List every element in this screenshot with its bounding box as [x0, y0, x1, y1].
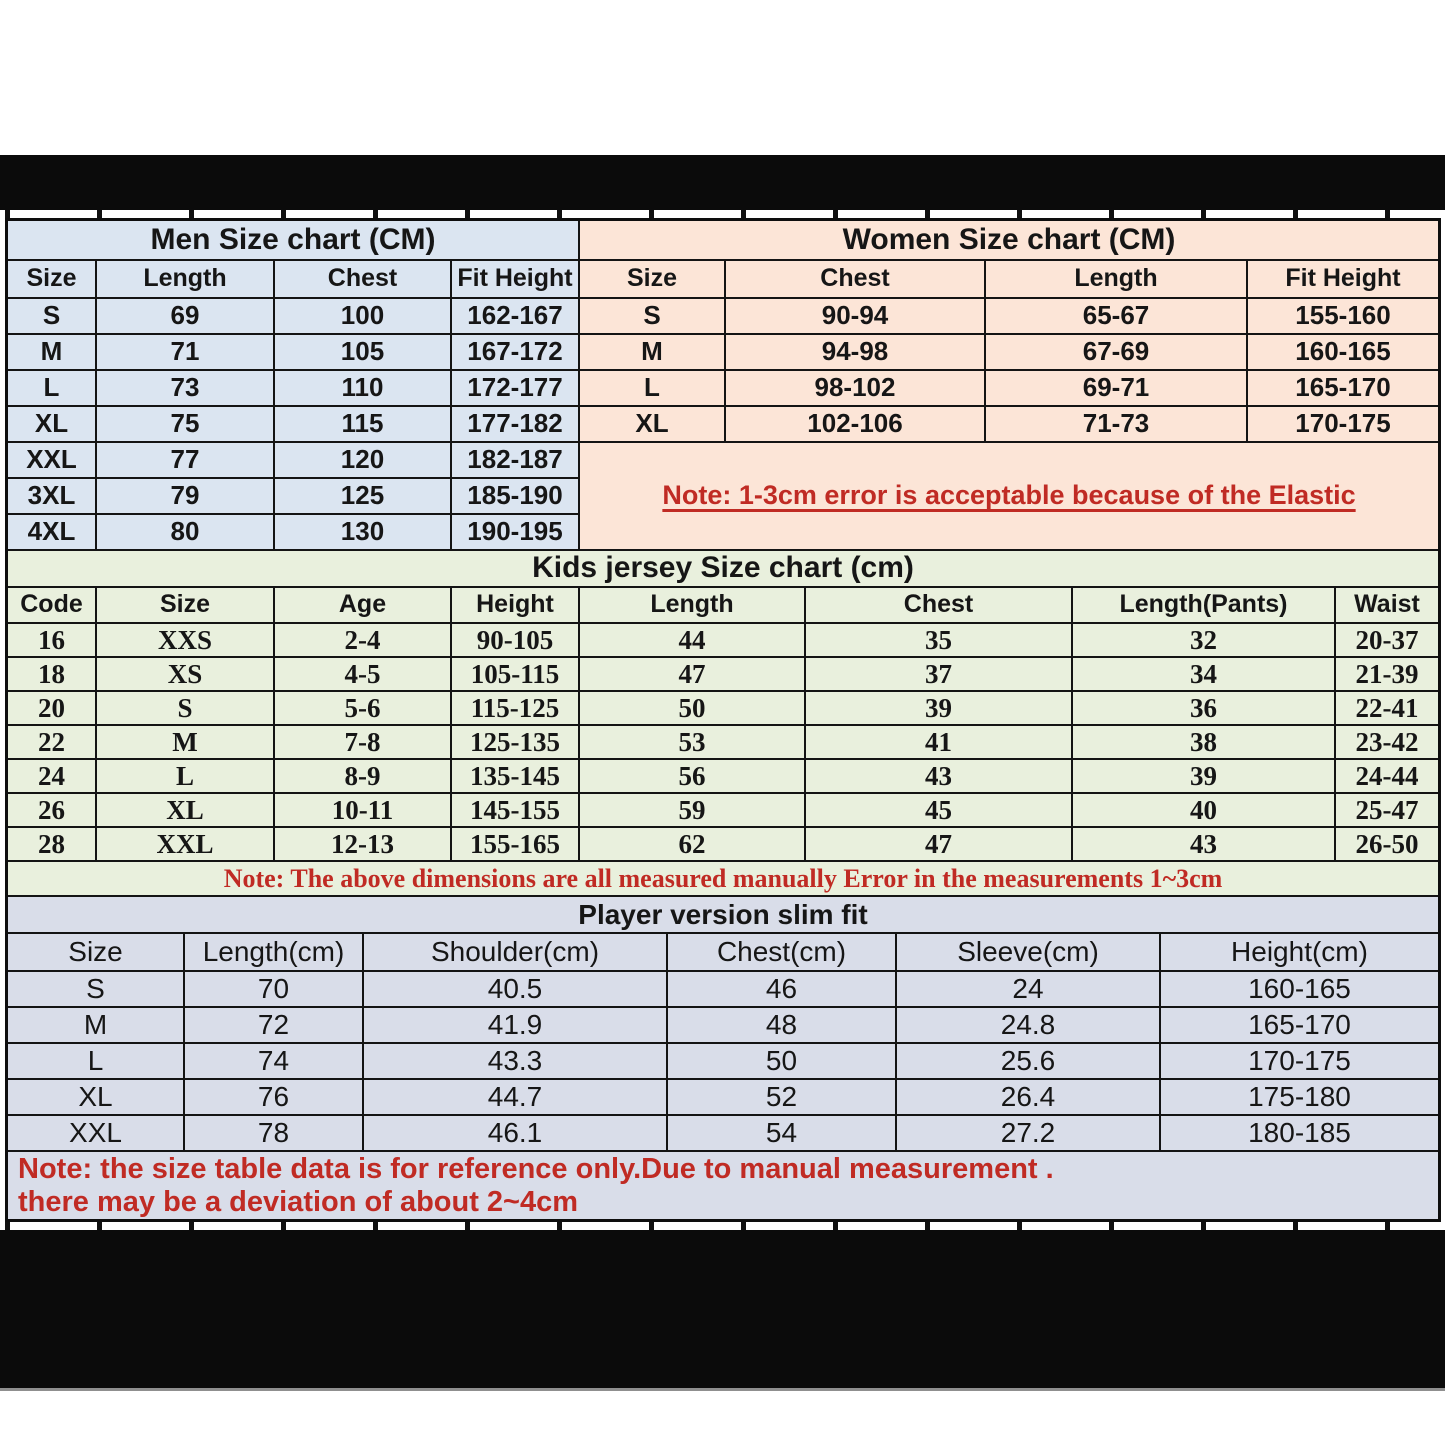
table-cell: 74	[185, 1044, 364, 1078]
table-cell: 47	[806, 828, 1073, 860]
table-cell: 26	[8, 794, 97, 826]
table-cell: 76	[185, 1080, 364, 1114]
table-cell: 5-6	[275, 692, 452, 724]
table-cell: 22-41	[1336, 692, 1438, 724]
table-cell: M	[8, 1008, 185, 1042]
table-cell: 177-182	[452, 407, 578, 441]
player-table-row	[8, 1080, 1438, 1116]
table-cell: 24	[8, 760, 97, 792]
men-table-row	[8, 335, 578, 371]
table-cell: 105-115	[452, 658, 580, 690]
table-cell: 167-172	[452, 335, 578, 369]
table-cell: L	[8, 371, 97, 405]
bottom-black-bar	[0, 1230, 1445, 1391]
table-cell: 54	[668, 1116, 897, 1150]
header-cell: Code	[8, 588, 97, 623]
table-cell: 67-69	[986, 335, 1248, 369]
table-cell: 24-44	[1336, 760, 1438, 792]
header-cell: Height	[452, 588, 580, 623]
table-cell: 77	[97, 443, 275, 477]
men-table-row	[8, 443, 578, 479]
table-cell: 48	[668, 1008, 897, 1042]
table-cell: 40	[1073, 794, 1336, 826]
table-cell: XL	[8, 1080, 185, 1114]
table-cell: 36	[1073, 692, 1336, 724]
header-cell: Fit Height	[1248, 261, 1438, 297]
table-cell: S	[580, 299, 726, 333]
table-cell: 120	[275, 443, 452, 477]
table-cell: 41.9	[364, 1008, 668, 1042]
table-cell: 172-177	[452, 371, 578, 405]
men-women-header-row	[8, 261, 1438, 299]
table-cell: 40.5	[364, 972, 668, 1006]
table-cell: 180-185	[1161, 1116, 1438, 1150]
table-cell: 32	[1073, 624, 1336, 656]
footer-note-line1: Note: the size table data is for reference only.Due to manual measurement .	[18, 1153, 1054, 1185]
table-cell: 71	[97, 335, 275, 369]
table-cell: XS	[97, 658, 275, 690]
table-cell: 59	[580, 794, 806, 826]
men-table-row	[8, 479, 578, 515]
table-cell: 62	[580, 828, 806, 860]
men-women-title-row	[8, 221, 1438, 261]
table-cell: 25-47	[1336, 794, 1438, 826]
table-cell: 38	[1073, 726, 1336, 758]
header-cell: Shoulder(cm)	[364, 934, 668, 970]
kids-note-cell	[8, 862, 1438, 897]
table-cell: 27.2	[897, 1116, 1161, 1150]
table-cell: 80	[97, 515, 275, 549]
women-rows	[580, 299, 1438, 551]
table-cell: 190-195	[452, 515, 578, 549]
table-cell: XXL	[97, 828, 275, 860]
table-cell: 135-145	[452, 760, 580, 792]
table-cell: 90-94	[726, 299, 986, 333]
header-cell: Length(Pants)	[1073, 588, 1336, 623]
header-cell: Length	[580, 588, 806, 623]
table-cell: 98-102	[726, 371, 986, 405]
header-cell: Size	[8, 934, 185, 970]
grid-tick-strip-top	[5, 210, 1441, 218]
table-cell: 79	[97, 479, 275, 513]
table-cell: 39	[1073, 760, 1336, 792]
table-cell: 3XL	[8, 479, 97, 513]
table-cell: 145-155	[452, 794, 580, 826]
table-cell: 115-125	[452, 692, 580, 724]
table-cell: XL	[8, 407, 97, 441]
table-cell: 24.8	[897, 1008, 1161, 1042]
men-women-body	[8, 299, 1438, 551]
table-cell: 43	[1073, 828, 1336, 860]
table-cell: 20	[8, 692, 97, 724]
table-cell: 160-165	[1161, 972, 1438, 1006]
table-cell: 110	[275, 371, 452, 405]
table-cell: 69-71	[986, 371, 1248, 405]
header-cell: Length	[97, 261, 275, 297]
top-black-bar	[0, 155, 1445, 210]
kids-chart-title: Kids jersey Size chart (cm)	[8, 551, 1438, 588]
men-table-row	[8, 299, 578, 335]
table-cell: L	[97, 760, 275, 792]
table-cell: 39	[806, 692, 1073, 724]
table-cell: 105	[275, 335, 452, 369]
table-cell: L	[580, 371, 726, 405]
table-cell: 69	[97, 299, 275, 333]
player-table-row	[8, 1044, 1438, 1080]
table-cell: 53	[580, 726, 806, 758]
header-cell: Age	[275, 588, 452, 623]
table-cell: 65-67	[986, 299, 1248, 333]
women-table-row	[580, 407, 1438, 443]
table-cell: 26.4	[897, 1080, 1161, 1114]
table-cell: 41	[806, 726, 1073, 758]
footer-note-line2: there may be a deviation of about 2~4cm	[18, 1186, 579, 1218]
player-table-row	[8, 1008, 1438, 1044]
kids-rows	[8, 624, 1438, 862]
table-cell: 75	[97, 407, 275, 441]
kids-table-row	[8, 760, 1438, 794]
women-note-cell	[580, 443, 1438, 551]
table-cell: M	[8, 335, 97, 369]
table-cell: 71-73	[986, 407, 1248, 441]
table-cell: 44.7	[364, 1080, 668, 1114]
men-table-row	[8, 407, 578, 443]
table-cell: 52	[668, 1080, 897, 1114]
table-cell: 2-4	[275, 624, 452, 656]
table-cell: 155-165	[452, 828, 580, 860]
header-cell: Chest	[275, 261, 452, 297]
table-cell: 46	[668, 972, 897, 1006]
player-header-row	[8, 934, 1438, 972]
table-cell: 45	[806, 794, 1073, 826]
table-cell: 73	[97, 371, 275, 405]
header-cell: Fit Height	[452, 261, 580, 297]
grid-tick-strip-bottom	[5, 1222, 1441, 1230]
table-cell: 8-9	[275, 760, 452, 792]
kids-note-text: Note: The above dimensions are all measured manually Error in the measurements 1~3cm	[223, 863, 1223, 893]
table-cell: 162-167	[452, 299, 578, 333]
table-cell: 18	[8, 658, 97, 690]
table-cell: 43	[806, 760, 1073, 792]
table-cell: 175-180	[1161, 1080, 1438, 1114]
table-cell: S	[8, 972, 185, 1006]
table-cell: 165-170	[1248, 371, 1438, 405]
men-rows	[8, 299, 580, 551]
table-cell: 4-5	[275, 658, 452, 690]
table-cell: 47	[580, 658, 806, 690]
table-cell: 155-160	[1248, 299, 1438, 333]
table-cell: 90-105	[452, 624, 580, 656]
table-cell: 22	[8, 726, 97, 758]
kids-table-row	[8, 692, 1438, 726]
table-cell: 160-165	[1248, 335, 1438, 369]
header-cell: Chest	[806, 588, 1073, 623]
header-cell: Size	[580, 261, 726, 297]
table-cell: 24	[897, 972, 1161, 1006]
table-cell: 7-8	[275, 726, 452, 758]
table-cell: 10-11	[275, 794, 452, 826]
player-chart-title: Player version slim fit	[8, 897, 1438, 934]
header-cell: Length	[986, 261, 1248, 297]
header-cell: Waist	[1336, 588, 1438, 623]
header-cell: Size	[97, 588, 275, 623]
table-cell: XXL	[8, 443, 97, 477]
table-cell: 100	[275, 299, 452, 333]
kids-table-row	[8, 726, 1438, 760]
table-cell: 72	[185, 1008, 364, 1042]
footer-note-cell	[8, 1152, 1438, 1219]
table-cell: 12-13	[275, 828, 452, 860]
table-cell: M	[97, 726, 275, 758]
header-cell: Chest(cm)	[668, 934, 897, 970]
table-cell: 185-190	[452, 479, 578, 513]
kids-table-row	[8, 624, 1438, 658]
header-cell: Size	[8, 261, 97, 297]
women-table-row	[580, 371, 1438, 407]
header-cell: Height(cm)	[1161, 934, 1438, 970]
table-cell: 37	[806, 658, 1073, 690]
table-cell: 34	[1073, 658, 1336, 690]
men-table-row	[8, 371, 578, 407]
table-cell: XXL	[8, 1116, 185, 1150]
table-cell: 70	[185, 972, 364, 1006]
table-cell: 4XL	[8, 515, 97, 549]
table-cell: L	[8, 1044, 185, 1078]
kids-header-row	[8, 588, 1438, 625]
table-cell: M	[580, 335, 726, 369]
table-cell: 20-37	[1336, 624, 1438, 656]
table-cell: 50	[668, 1044, 897, 1078]
kids-table-row	[8, 794, 1438, 828]
table-cell: 25.6	[897, 1044, 1161, 1078]
kids-table-row	[8, 658, 1438, 692]
table-cell: 115	[275, 407, 452, 441]
men-table-row	[8, 515, 578, 551]
header-cell: Length(cm)	[185, 934, 364, 970]
table-cell: 46.1	[364, 1116, 668, 1150]
table-cell: XL	[580, 407, 726, 441]
women-table-row	[580, 335, 1438, 371]
table-cell: XL	[97, 794, 275, 826]
player-rows	[8, 972, 1438, 1152]
header-cell: Sleeve(cm)	[897, 934, 1161, 970]
table-cell: 50	[580, 692, 806, 724]
table-cell: 102-106	[726, 407, 986, 441]
table-cell: 21-39	[1336, 658, 1438, 690]
table-cell: 78	[185, 1116, 364, 1150]
women-note-text: Note: 1-3cm error is acceptable because of the Elastic	[662, 480, 1356, 511]
women-table-row	[580, 299, 1438, 335]
table-cell: 44	[580, 624, 806, 656]
header-cell: Chest	[726, 261, 986, 297]
table-cell: S	[8, 299, 97, 333]
table-cell: 16	[8, 624, 97, 656]
table-cell: 94-98	[726, 335, 986, 369]
table-cell: 170-175	[1248, 407, 1438, 441]
table-cell: 43.3	[364, 1044, 668, 1078]
table-cell: 26-50	[1336, 828, 1438, 860]
player-table-row	[8, 1116, 1438, 1152]
table-cell: 23-42	[1336, 726, 1438, 758]
table-cell: 28	[8, 828, 97, 860]
size-chart-table	[5, 218, 1441, 1222]
table-cell: 125-135	[452, 726, 580, 758]
kids-table-row	[8, 828, 1438, 862]
player-table-row	[8, 972, 1438, 1008]
table-cell: 125	[275, 479, 452, 513]
table-cell: 35	[806, 624, 1073, 656]
table-cell: S	[97, 692, 275, 724]
women-chart-title: Women Size chart (CM)	[580, 221, 1438, 259]
table-cell: 56	[580, 760, 806, 792]
table-cell: 170-175	[1161, 1044, 1438, 1078]
table-cell: 130	[275, 515, 452, 549]
table-cell: 182-187	[452, 443, 578, 477]
men-chart-title: Men Size chart (CM)	[8, 221, 580, 259]
table-cell: XXS	[97, 624, 275, 656]
table-cell: 165-170	[1161, 1008, 1438, 1042]
